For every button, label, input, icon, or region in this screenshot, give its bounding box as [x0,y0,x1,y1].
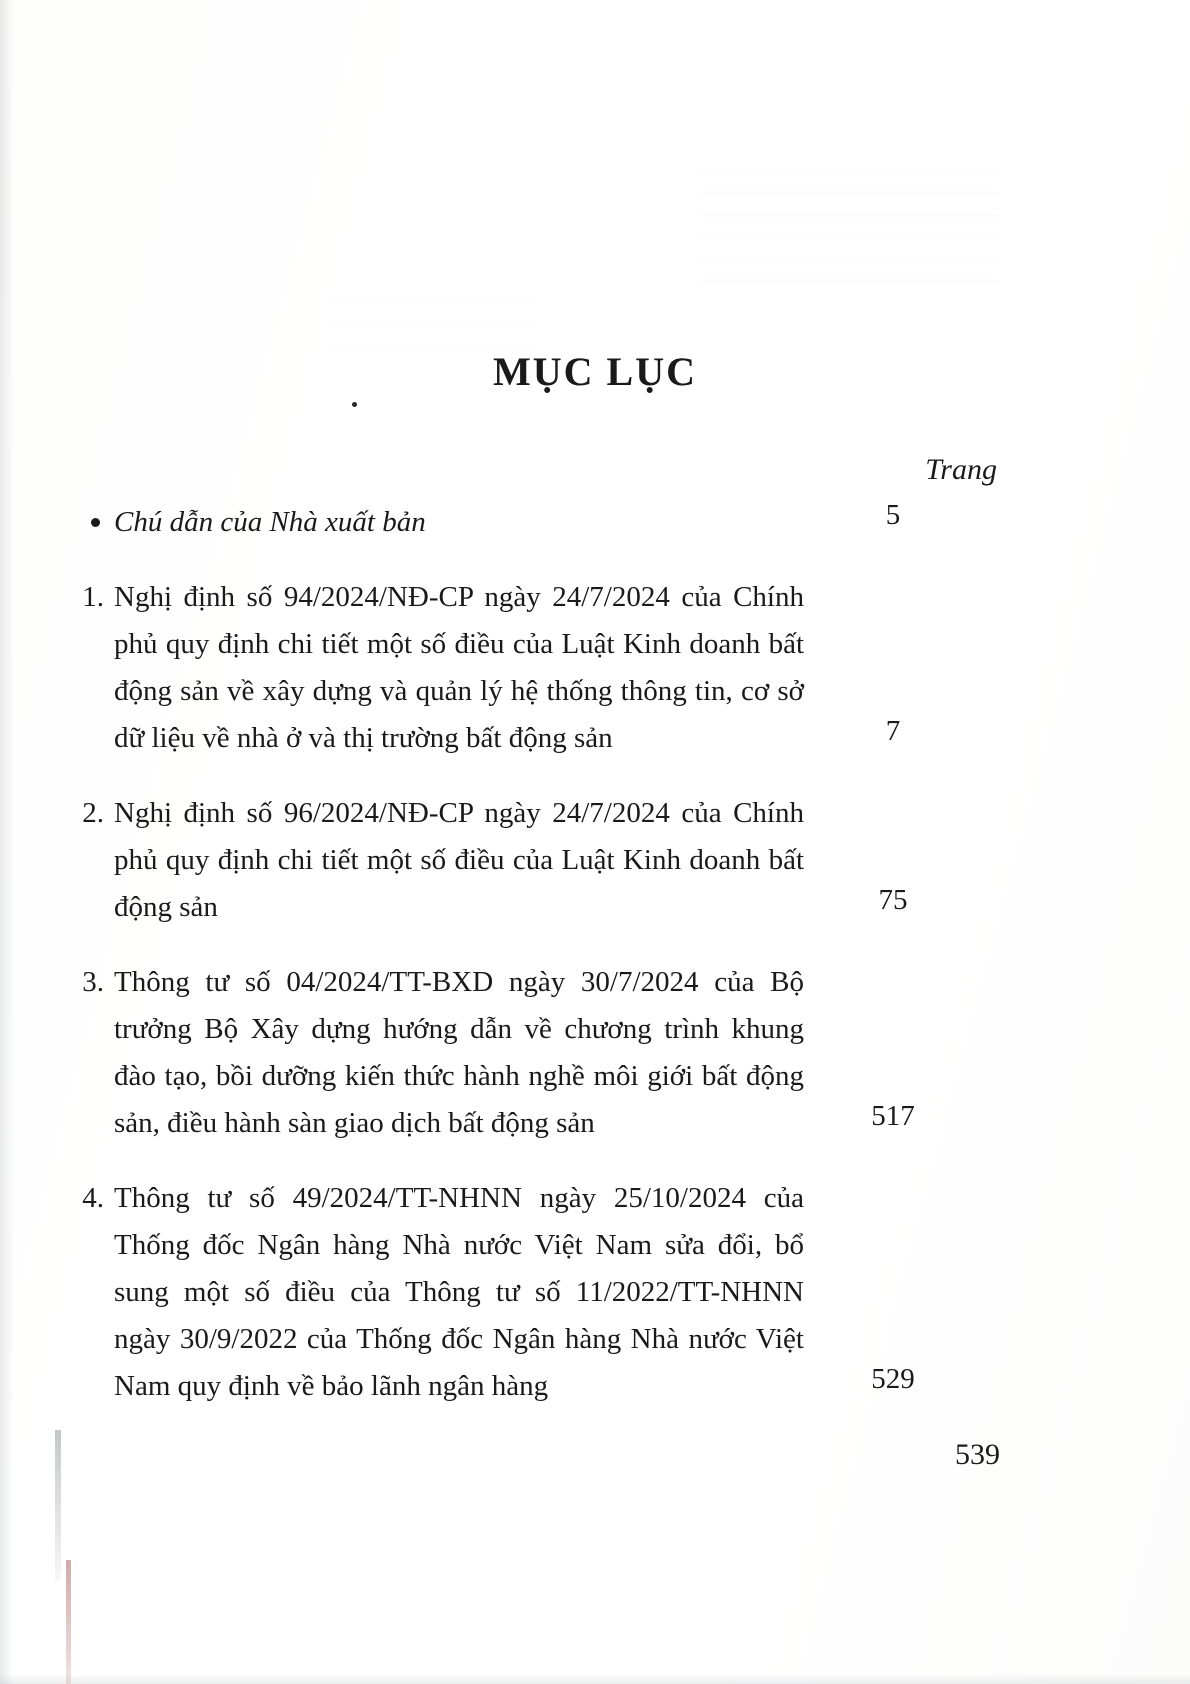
page-column-header: Trang [925,453,997,486]
stray-ink-dot [352,402,357,407]
toc-entry-label: Chú dẫn của Nhà xuất bản [114,506,426,538]
toc-entry-marker: 2. [82,797,104,829]
toc-entry-publisher-note[interactable] [62,499,1190,546]
toc-entry-page-number: 529 [871,1363,915,1395]
page-title: MỤC LỤC [493,349,697,394]
scan-edge-mark-red [66,1560,71,1684]
toc-entry-marker: 3. [82,966,104,998]
toc-entry-marker: 1. [82,581,104,613]
toc-entry-2[interactable] [62,790,1190,931]
toc-entry-page-number: 517 [871,1100,915,1132]
toc-body [0,499,1190,1410]
toc-entry-label: Nghị định số 94/2024/NĐ-CP ngày 24/7/2024 của Chính phủ quy định chi tiết một số điều của Luật Kinh doanh bất động sản về xây dựng và quản lý hệ thống thông tin, cơ sở dữ liệu về nhà ở và thị trường bất động sản [114,581,804,754]
toc-entry-4[interactable] [62,1175,1190,1410]
toc-entry-label: Thông tư số 49/2024/TT-NHNN ngày 25/10/2024 của Thống đốc Ngân hàng Nhà nước Việt Nam sửa đổi, bổ sung một số điều của Thông tư số 11/2022/TT-NHNN ngày 30/9/2022 của Thống đốc Ngân hàng Nhà nước Việt Nam quy định về bảo lãnh ngân hàng [114,1182,804,1402]
toc-entry-label: Nghị định số 96/2024/NĐ-CP ngày 24/7/2024 của Chính phủ quy định chi tiết một số điều của Luật Kinh doanh bất động sản [114,797,804,923]
toc-entry-page-number: 75 [878,884,908,916]
page-folio-number: 539 [955,1438,1000,1471]
toc-entry-3[interactable] [62,959,1190,1147]
list-bullet-icon [62,499,114,546]
toc-entry-page-number: 7 [885,715,901,747]
toc-entry-marker: 4. [82,1182,104,1214]
toc-list [62,499,1190,1410]
page-bottom-shadow [0,1674,1190,1684]
toc-entry-1[interactable] [62,574,1190,762]
toc-entry-page-number: 5 [885,499,901,531]
toc-entry-label: Thông tư số 04/2024/TT-BXD ngày 30/7/2024 của Bộ trưởng Bộ Xây dựng hướng dẫn về chương trình khung đào tạo, bồi dưỡng kiến thức hành nghề môi giới bất động sản, điều hành sàn giao dịch bất động sản [114,966,804,1139]
